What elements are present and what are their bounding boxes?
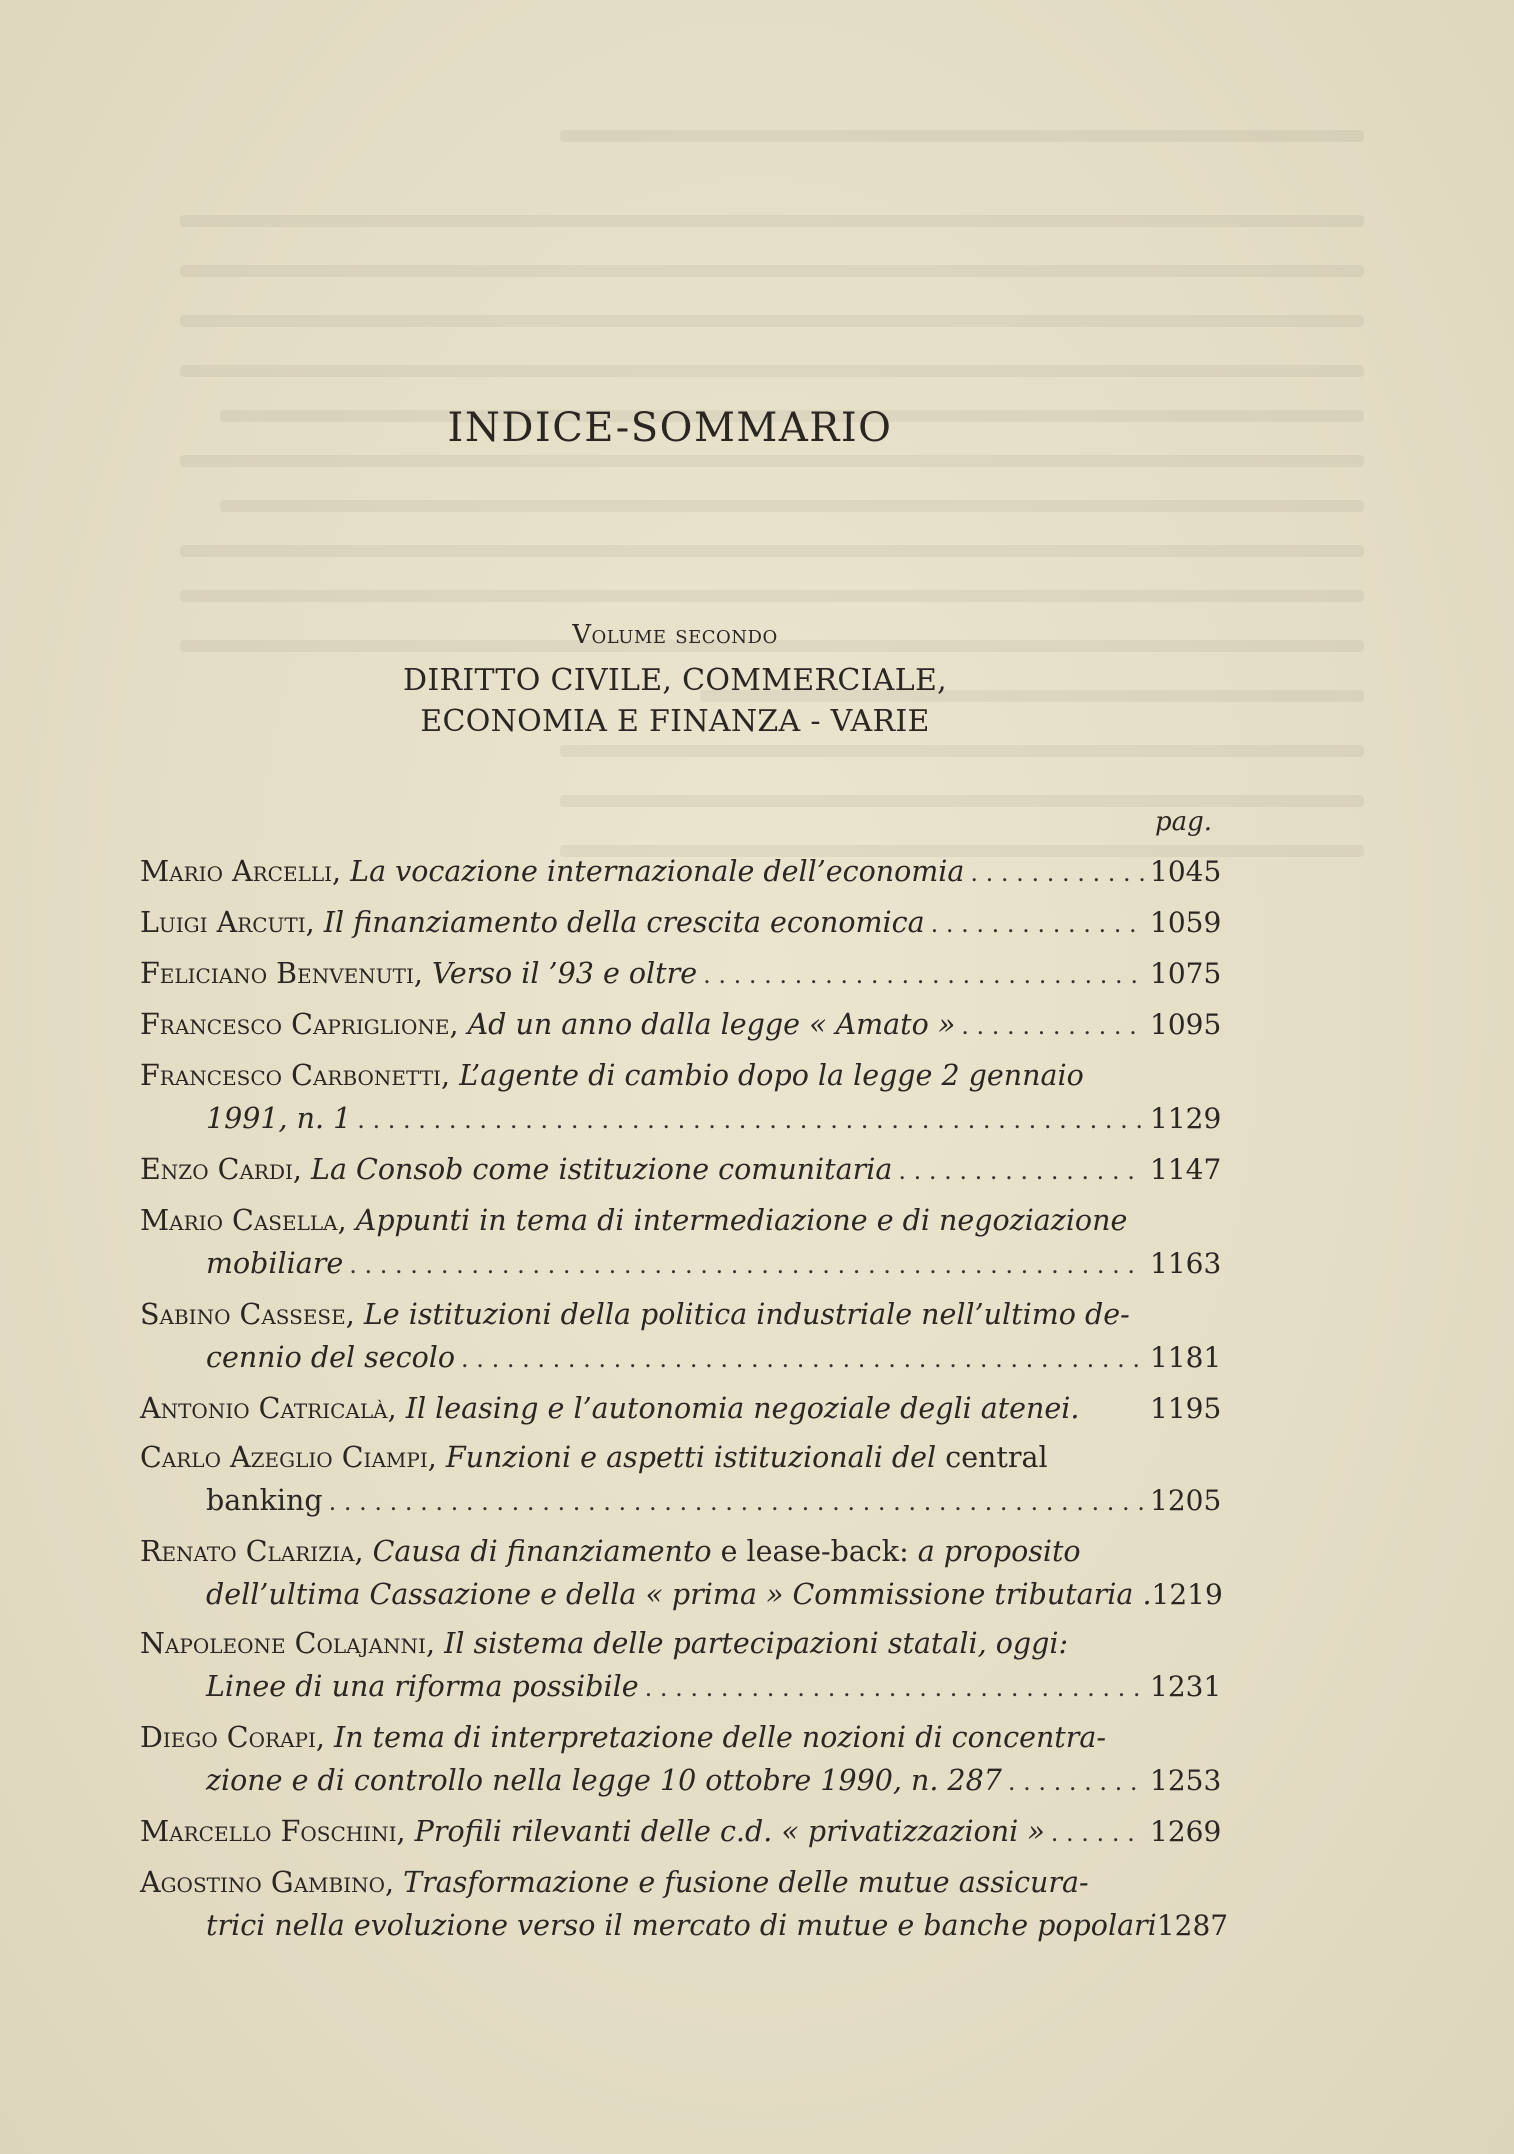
toc-page: 1059: [1150, 906, 1222, 939]
toc-page: 1287: [1156, 1909, 1229, 1942]
toc-title-continued: dell’ultima Cassazione e della « prima » Commissione tributaria: [206, 1578, 1134, 1611]
toc-title-continued: 1991, n. 1: [206, 1102, 352, 1135]
toc-title-continued: trici nella evoluzione verso il mercato di mutue e banche popolari: [206, 1909, 1157, 1942]
toc-title: Appunti in tema di intermediazione e di negoziazione: [355, 1204, 1128, 1237]
toc-author: Diego Corapi: [140, 1721, 316, 1754]
toc-page: 1163: [1150, 1247, 1222, 1280]
toc-entry[interactable]: Enzo Cardi , La Consob come istituzione comunitaria . . . 1147: [140, 1148, 1210, 1193]
toc-author: Enzo Cardi: [140, 1153, 293, 1186]
page-title: INDICE-SOMMARIO: [447, 405, 893, 451]
leader-dots: [961, 1005, 1144, 1048]
toc-entry[interactable]: Renato Clarizia , Causa di finanziamento e lease-back: a proposito dell’ultima Cassazione e della « prima » Commissione tributaria . 1219: [140, 1530, 1210, 1616]
toc-author: Mario Arcelli: [140, 855, 333, 888]
toc-title: Le istituzioni della politica industriale nell’ultimo de-: [363, 1298, 1130, 1331]
toc-title-roman: e: [720, 1535, 738, 1568]
toc-page: 1195: [1150, 1392, 1222, 1425]
toc-author: Feliciano Benvenuti: [140, 957, 414, 990]
leader-dots: [703, 954, 1144, 997]
toc-author: Antonio Catricalà: [140, 1392, 388, 1425]
toc-page: 1231: [1150, 1670, 1222, 1703]
toc-title: L’agente di cambio dopo la legge 2 gennaio: [459, 1059, 1084, 1092]
toc-page: 1147: [1150, 1153, 1222, 1186]
toc-author: Luigi Arcuti: [140, 906, 306, 939]
toc-author: Marcello Foschini: [140, 1815, 397, 1848]
toc-author: Mario Casella: [140, 1204, 338, 1237]
toc-title-roman: central: [945, 1441, 1048, 1474]
toc-author: Agostino Gambino: [140, 1866, 386, 1899]
toc-page: 1219: [1151, 1578, 1223, 1611]
toc-page: 1129: [1150, 1102, 1222, 1135]
toc-page: 1253: [1150, 1764, 1222, 1797]
toc-title: Causa di finanziamento: [372, 1535, 712, 1568]
toc-page: 1095: [1150, 1008, 1222, 1041]
table-of-contents: [140, 850, 1229, 1947]
toc-entry[interactable]: Carlo Azeglio Ciampi , Funzioni e aspetti istituzionali del central banking . . . 1205: [140, 1436, 1210, 1524]
toc-title: Funzioni e aspetti istituzionali del: [445, 1441, 937, 1474]
leader-dots: [1008, 1761, 1144, 1804]
leader-dots: [357, 1099, 1144, 1142]
toc-page: 1205: [1150, 1484, 1222, 1517]
leader-dots: [645, 1667, 1144, 1710]
page-column-label: pag.: [1155, 807, 1213, 837]
toc-author: Renato Clarizia: [140, 1535, 355, 1568]
toc-title: La vocazione internazionale dell’economia: [350, 855, 965, 888]
toc-page: 1269: [1150, 1815, 1222, 1848]
toc-title: Profili rilevanti delle c.d. « privatizzazioni »: [414, 1815, 1045, 1848]
toc-entry[interactable]: Diego Corapi , In tema di interpretazione delle nozioni di concentra- zione e di controllo nella legge 10 ottobre 1990, n. 287 . . . 1253: [140, 1716, 1210, 1804]
toc-title: Verso il ’93 e oltre: [431, 957, 698, 990]
toc-entry[interactable]: Francesco Carbonetti , L’agente di cambio dopo la legge 2 gennaio 1991, n. 1 . . . 1129: [140, 1054, 1210, 1142]
toc-title: Trasformazione e fusione delle mutue assicura-: [403, 1866, 1089, 1899]
leader-dots: [329, 1481, 1144, 1524]
toc-author: Francesco Carbonetti: [140, 1059, 441, 1092]
toc-entry[interactable]: Feliciano Benvenuti , Verso il ’93 e oltre . . . 1075: [140, 952, 1210, 997]
subtitle-line-1: DIRITTO CIVILE, COMMERCIALE,: [403, 663, 947, 698]
toc-author: Carlo Azeglio Ciampi: [140, 1441, 428, 1474]
leader-dots: [1051, 1812, 1144, 1855]
toc-entry[interactable]: Antonio Catricalà , Il leasing e l’autonomia negoziale degli atenei . 1195: [140, 1387, 1210, 1430]
toc-title: Il finanziamento della crescita economica: [323, 906, 925, 939]
toc-author: Napoleone Colajanni: [140, 1627, 426, 1660]
toc-title: Il sistema delle partecipazioni statali, oggi:: [444, 1627, 1069, 1660]
toc-page: 1075: [1150, 957, 1222, 990]
toc-title: Il leasing e l’autonomia negoziale degli atenei: [405, 1392, 1071, 1425]
leader-dots: [970, 852, 1144, 895]
volume-label: Volume secondo: [572, 620, 778, 650]
toc-entry[interactable]: Luigi Arcuti , Il finanziamento della crescita economica . . . 1059: [140, 901, 1210, 946]
toc-title-roman: lease-back:: [746, 1535, 909, 1568]
toc-title-continued: Linee di una riforma possibile: [206, 1670, 639, 1703]
toc-entry[interactable]: Agostino Gambino , Trasformazione e fusione delle mutue assicura- trici nella evoluzione verso il mercato di mutue e banche popolari 1287: [140, 1861, 1210, 1947]
toc-title-continued: mobiliare: [206, 1247, 344, 1280]
toc-entry[interactable]: Francesco Capriglione , Ad un anno dalla legge « Amato » . . . 1095: [140, 1003, 1210, 1048]
leader-dots: [931, 903, 1144, 946]
toc-title: La Consob come istituzione comunitaria: [311, 1153, 893, 1186]
leader-dots: [898, 1150, 1144, 1193]
toc-entry[interactable]: Mario Casella , Appunti in tema di intermediazione e di negoziazione mobiliare . . . 1163: [140, 1199, 1210, 1287]
toc-page: 1181: [1150, 1341, 1222, 1374]
toc-page: 1045: [1150, 855, 1222, 888]
subtitle-line-2: ECONOMIA E FINANZA - VARIE: [420, 704, 930, 739]
toc-title-continued: zione e di controllo nella legge 10 ottobre 1990, n. 287: [206, 1764, 1002, 1797]
toc-entry[interactable]: Marcello Foschini , Profili rilevanti delle c.d. « privatizzazioni » . . . 1269: [140, 1810, 1210, 1855]
toc-entry[interactable]: Napoleone Colajanni , Il sistema delle partecipazioni statali, oggi: Linee di una riforma possibile . . . 1231: [140, 1622, 1210, 1710]
toc-title: In tema di interpretazione delle nozioni di concentra-: [333, 1721, 1107, 1754]
toc-author: Sabino Cassese: [140, 1298, 346, 1331]
toc-title: Ad un anno dalla legge « Amato »: [467, 1008, 956, 1041]
leader-dots: [461, 1338, 1144, 1381]
toc-author: Francesco Capriglione: [140, 1008, 450, 1041]
toc-title-continued: banking: [206, 1484, 323, 1517]
toc-title: a proposito: [917, 1535, 1081, 1568]
leader-dots: [349, 1244, 1144, 1287]
toc-title-continued: cennio del secolo: [206, 1341, 456, 1374]
volume-subtitle: [0, 660, 1350, 742]
toc-entry[interactable]: Sabino Cassese , Le istituzioni della politica industriale nell’ultimo de- cennio del secolo . . . 1181: [140, 1293, 1210, 1381]
toc-entry[interactable]: Mario Arcelli , La vocazione internazionale dell’economia . . . 1045: [140, 850, 1210, 895]
